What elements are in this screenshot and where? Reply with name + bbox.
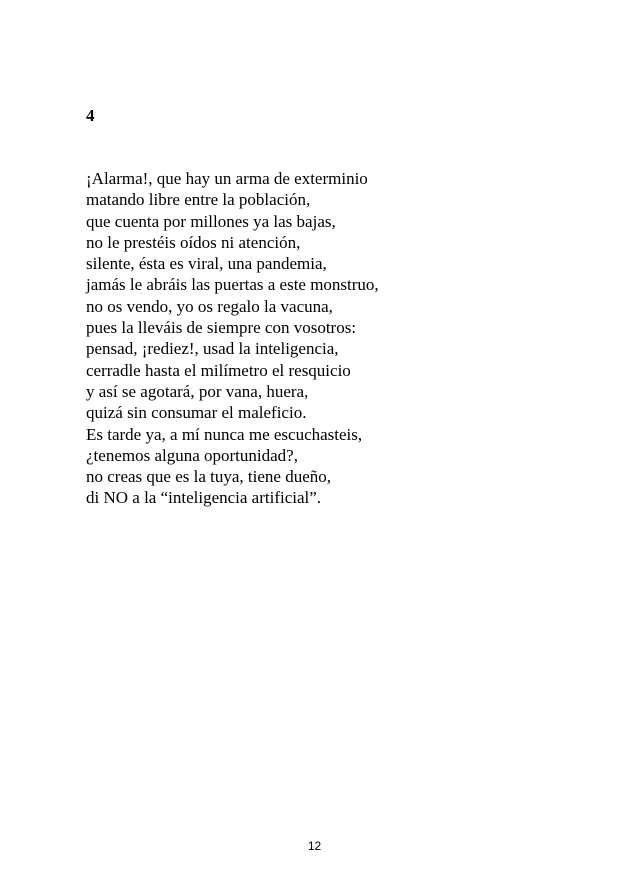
poem-line: cerradle hasta el milímetro el resquicio (86, 360, 351, 380)
poem-line: no os vendo, yo os regalo la vacuna, (86, 296, 333, 316)
poem-line: jamás le abráis las puertas a este monstruo, (86, 275, 379, 295)
poem-line: ¿tenemos alguna oportunidad?, (86, 445, 298, 465)
poem-number: 4 (86, 106, 95, 125)
poem-line: no creas que es la tuya, tiene dueño, (86, 467, 331, 487)
poem-line: que cuenta por millones ya las bajas, (86, 211, 336, 231)
poem-line: no le prestéis oídos ni atención, (86, 232, 301, 252)
poem-line: matando libre entre la población, (86, 190, 311, 210)
poem-line: Es tarde ya, a mí nunca me escuchasteis, (86, 424, 363, 444)
poem-line: silente, ésta es viral, una pandemia, (86, 254, 327, 274)
poem-line: quizá sin consumar el maleficio. (86, 403, 307, 423)
poem-line: pues la lleváis de siempre con vosotros: (86, 318, 357, 338)
poem-line: y así se agotará, por vana, huera, (86, 381, 309, 401)
page-number: 12 (307, 839, 322, 853)
poem-line: di NO a la “inteligencia artificial”. (86, 488, 322, 508)
poem-line: pensad, ¡rediez!, usad la inteligencia, (86, 339, 339, 359)
poem-line: ¡Alarma!, que hay un arma de exterminio (86, 169, 368, 188)
poem-body (86, 168, 526, 509)
